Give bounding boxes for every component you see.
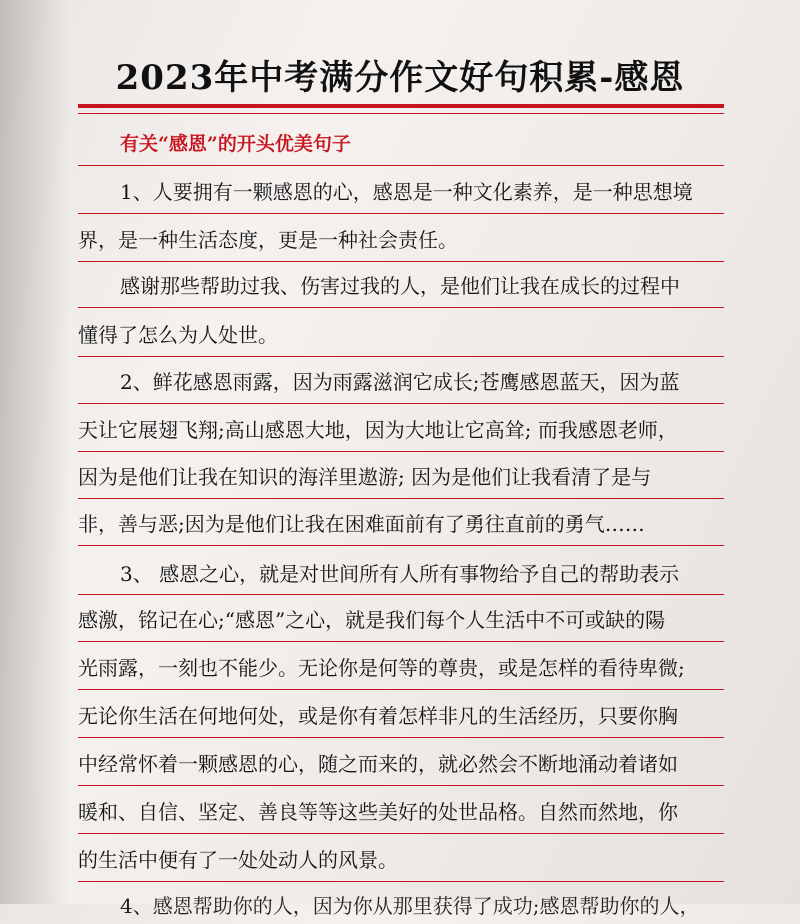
ruled-line	[78, 451, 724, 452]
text-line: 3、 感恩之心，就是对世间所有人所有事物给予自己的帮助表示	[120, 562, 680, 586]
ruled-line	[78, 307, 724, 308]
text-line-cut-off: 4、感恩帮助你的人，因为你从那里获得了成功;感恩帮助你的人，	[120, 894, 700, 918]
ruled-line	[78, 737, 724, 738]
ruled-line	[78, 785, 724, 786]
text-line: 的生活中便有了一处处动人的风景。	[78, 848, 398, 872]
text-line: 感激，铭记在心;“感恩”之心，就是我们每个人生活中不可或缺的陽	[78, 608, 666, 632]
text-line: 感谢那些帮助过我、伤害过我的人，是他们让我在成长的过程中	[120, 274, 680, 298]
text-line: 无论你生活在何地何处，或是你有着怎样非凡的生活经历，只要你胸	[78, 704, 678, 728]
ruled-line	[78, 641, 724, 642]
ruled-line	[78, 833, 724, 834]
text-line: 天让它展翅飞翔;高山感恩大地，因为大地让它高耸; 而我感恩老师，	[78, 418, 678, 442]
section-heading: 有关“感恩”的开头优美句子	[120, 133, 351, 155]
text-line: 暖和、自信、坚定、善良等等这些美好的处世品格。自然而然地，你	[78, 800, 678, 824]
title-underline-top	[78, 104, 724, 108]
ruled-line	[78, 689, 724, 690]
text-line: 1、人要拥有一颗感恩的心，感恩是一种文化素养，是一种思想境	[120, 180, 693, 204]
text-line: 因为是他们让我在知识的海洋里遨游; 因为是他们让我看清了是与	[78, 465, 652, 489]
title-underline-bottom	[78, 113, 724, 114]
text-line: 光雨露，一刻也不能少。无论你是何等的尊贵，或是怎样的看待卑微;	[78, 656, 685, 680]
page-shadow	[0, 0, 70, 904]
ruled-line	[78, 356, 724, 357]
ruled-line	[78, 498, 724, 499]
ruled-line	[78, 403, 724, 404]
text-line: 界，是一种生活态度，更是一种社会责任。	[78, 228, 458, 252]
ruled-line	[78, 261, 724, 262]
ruled-line	[78, 594, 724, 595]
text-line: 中经常怀着一颗感恩的心，随之而来的，就必然会不断地涌动着诸如	[78, 752, 678, 776]
text-line: 懂得了怎么为人处世。	[78, 323, 278, 347]
ruled-line	[78, 165, 724, 166]
page-title: 2023年中考满分作文好句积累-感恩	[115, 58, 685, 98]
text-line: 非，善与恶;因为是他们让我在困难面前有了勇往直前的勇气……	[78, 512, 645, 536]
ruled-line	[78, 545, 724, 546]
ruled-line	[78, 213, 724, 214]
ruled-line	[78, 881, 724, 882]
text-line: 2、鲜花感恩雨露，因为雨露滋润它成长;苍鹰感恩蓝天，因为蓝	[120, 370, 680, 394]
